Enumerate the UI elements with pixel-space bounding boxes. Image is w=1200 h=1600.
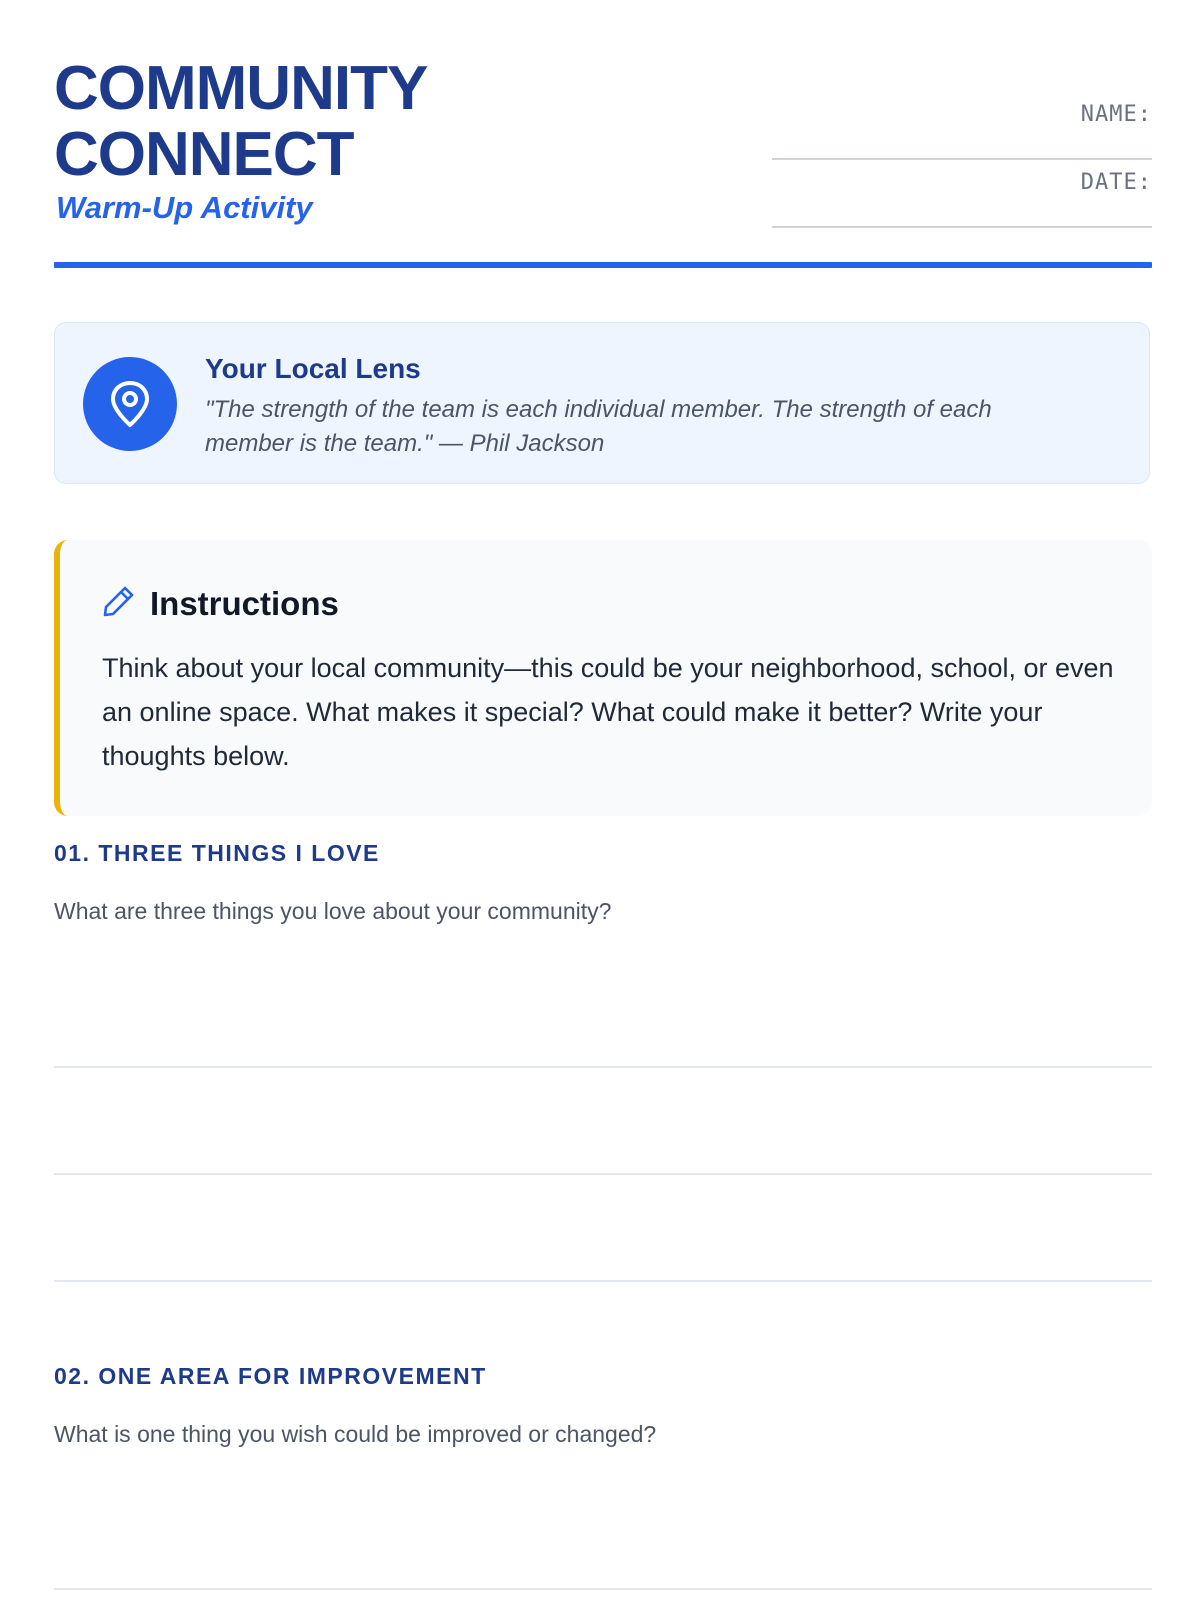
name-field[interactable] xyxy=(772,100,1152,160)
instructions-text: Think about your local community—this could be your neighborhood, school, or even an online space. What makes it special? What could make it better? Write your thoughts below. xyxy=(102,653,1114,771)
page-title-line-2: CONNECT xyxy=(54,120,354,189)
page-subtitle: Warm-Up Activity xyxy=(56,190,313,225)
instructions-panel xyxy=(54,540,1152,816)
local-lens-card xyxy=(54,322,1150,484)
question-2-prompt: What is one thing you wish could be improved or changed? xyxy=(54,1421,657,1447)
header-divider xyxy=(54,262,1152,268)
worksheet-page xyxy=(54,0,1152,1447)
question-1-title: 01. THREE THINGS I LOVE xyxy=(54,840,380,866)
instructions-title: Instructions xyxy=(150,584,339,622)
map-pin-icon xyxy=(83,357,177,451)
page-title-line-1: COMMUNITY xyxy=(54,54,428,123)
instructions-heading xyxy=(102,584,339,623)
answer-line-4[interactable] xyxy=(54,1588,1152,1590)
local-lens-quote: "The strength of the team is each individual member. The strength of each member is the team." — Phil Jackson xyxy=(205,396,992,457)
answer-line-1[interactable] xyxy=(54,1066,1152,1068)
date-label: DATE: xyxy=(1080,170,1152,195)
question-2-title: 02. ONE AREA FOR IMPROVEMENT xyxy=(54,1363,487,1389)
worksheet-header xyxy=(54,0,1152,270)
local-lens-title: Your Local Lens xyxy=(205,353,421,384)
date-field[interactable] xyxy=(772,168,1152,228)
pencil-icon xyxy=(102,584,136,623)
answer-line-3[interactable] xyxy=(54,1280,1152,1282)
answer-line-2[interactable] xyxy=(54,1173,1152,1175)
name-label: NAME: xyxy=(1080,102,1152,127)
question-1-prompt: What are three things you love about your community? xyxy=(54,898,612,924)
